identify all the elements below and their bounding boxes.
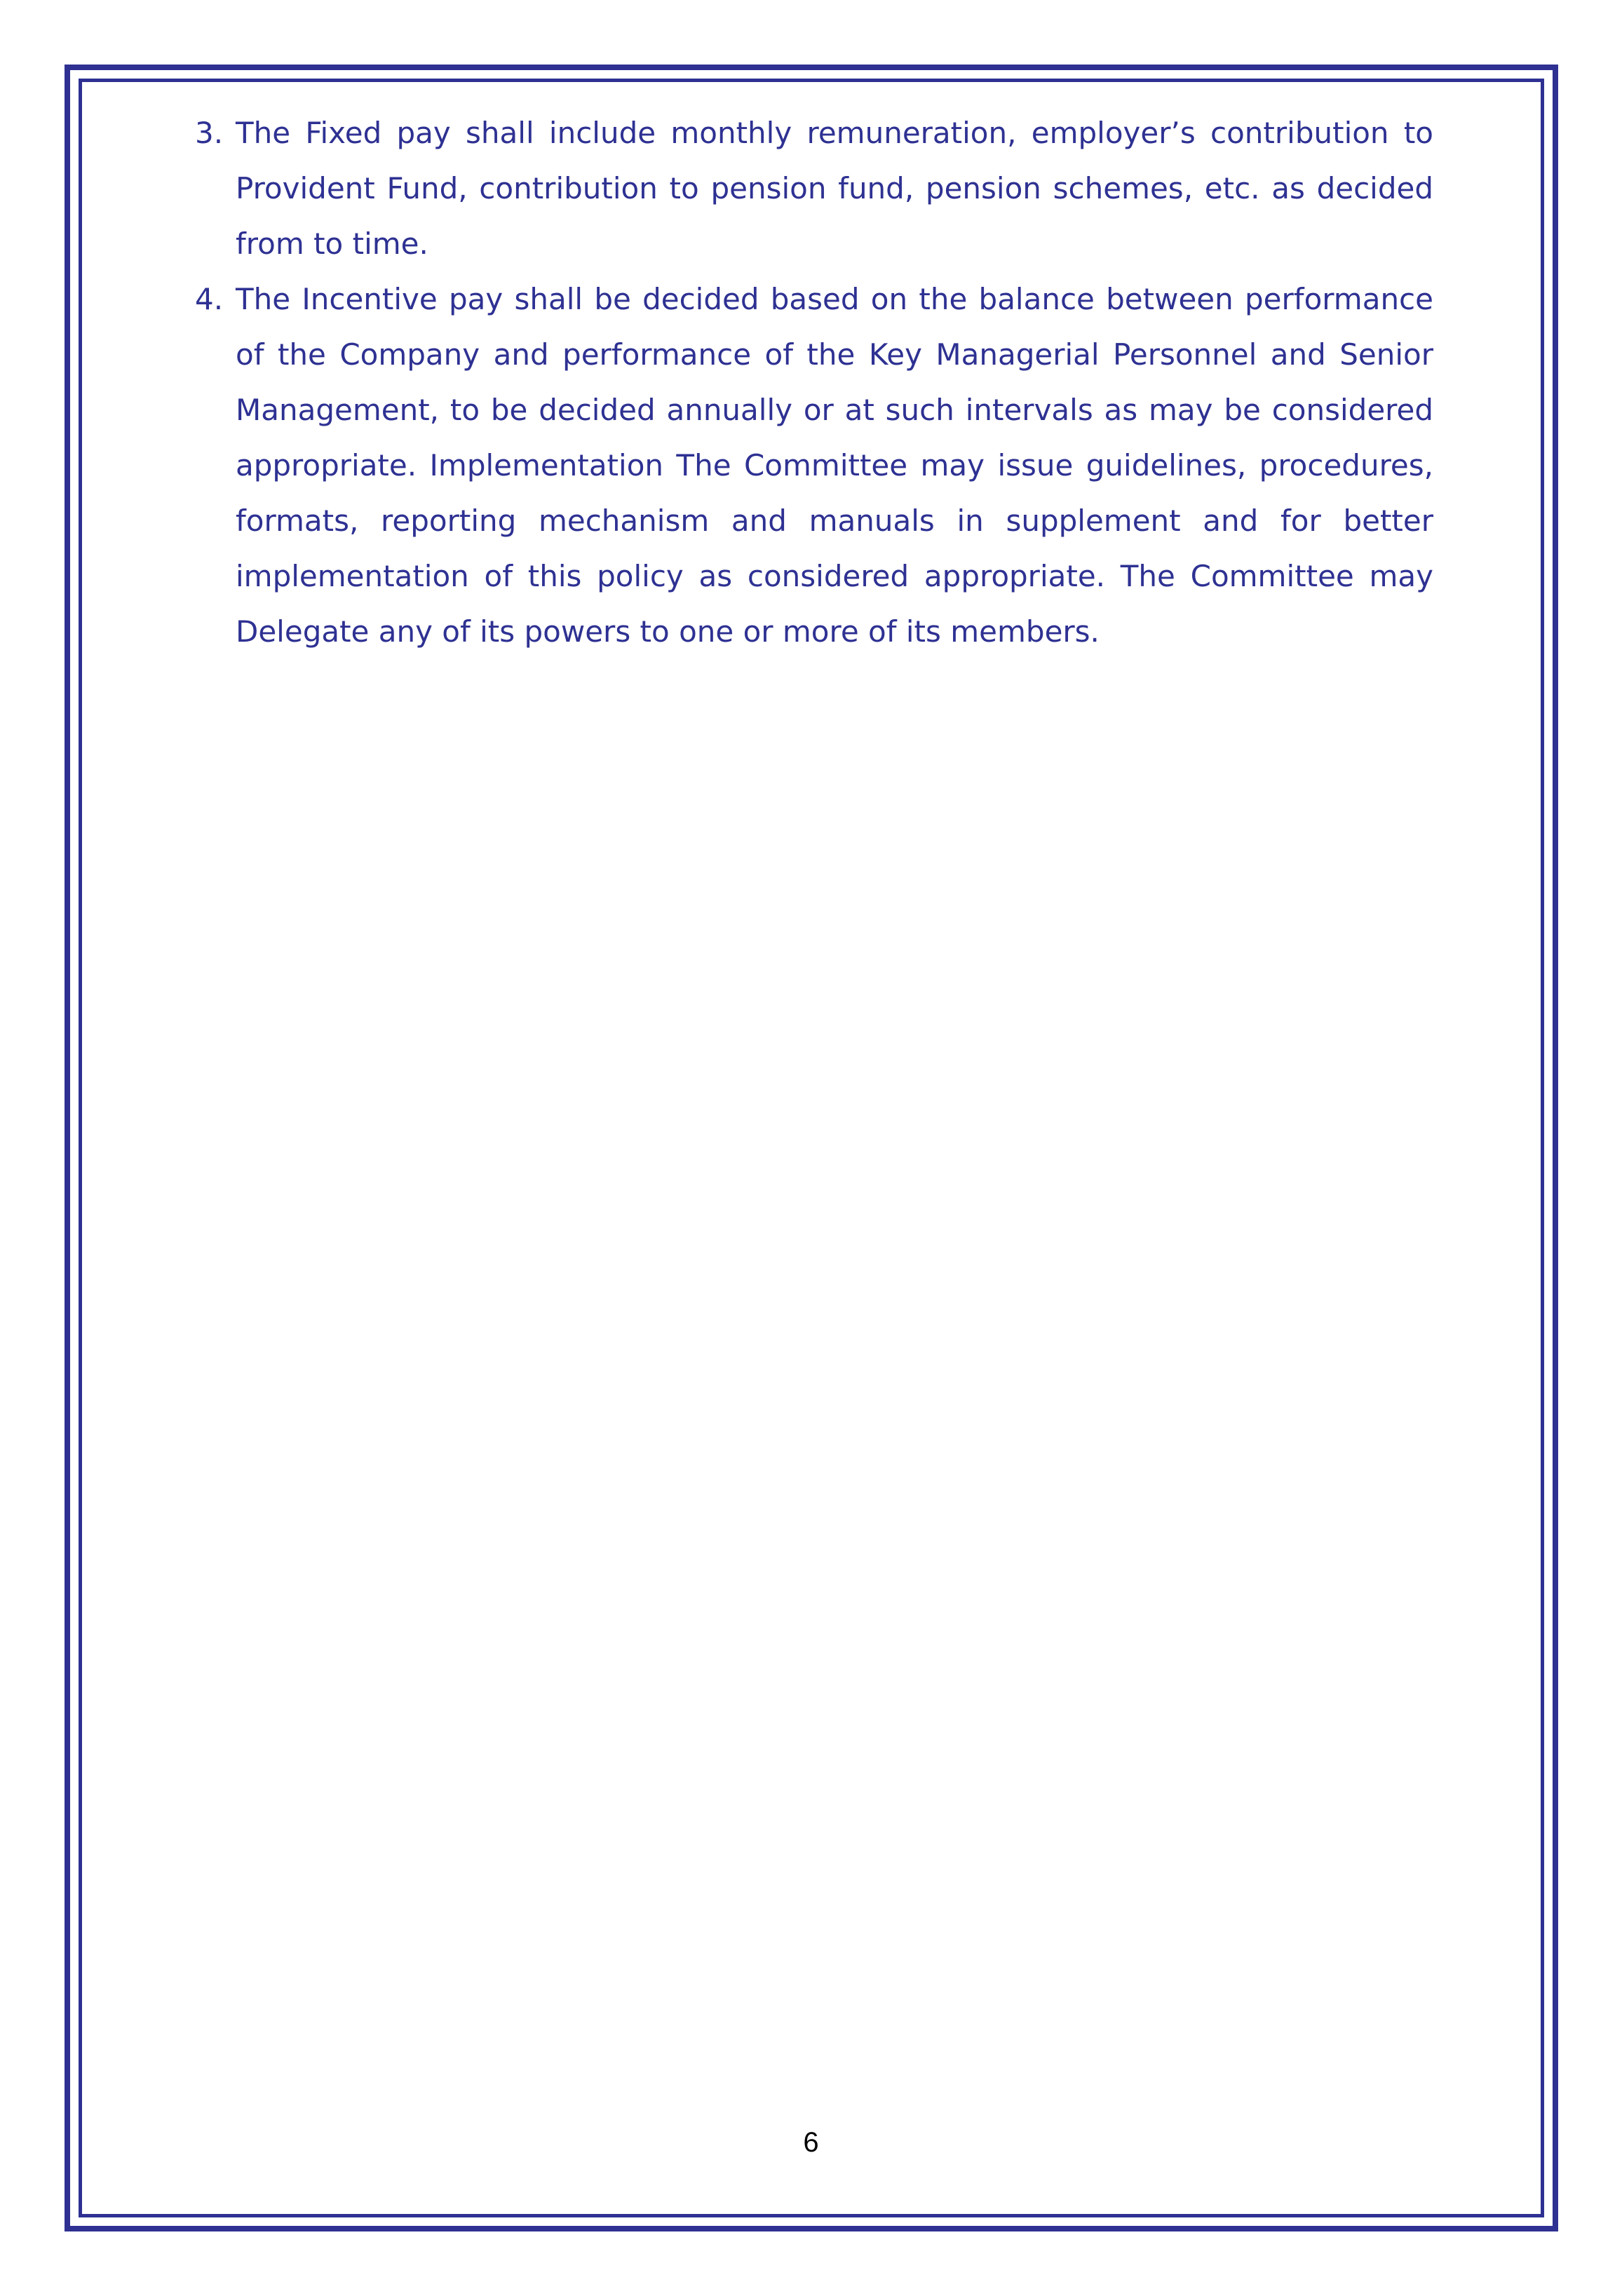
list-item-text: The Fixed pay shall include monthly remuneration, employer’s contribution to Provident Fund, contribution to pension fund, pension schemes, etc. as decided from to time. [236,116,1433,261]
page-number: 6 [803,2127,819,2158]
list-item-text: The Incentive pay shall be decided based on the balance between performance of the Company and performance of the Key Managerial Personnel and Senior Management, to be decided annually or at such intervals as may be considered appropriate. Implementation The Committee may issue guidelines, procedures, formats, reporting mechanism and manuals in supplement and for better implementation of this policy as considered appropriate. The Committee may Delegate any of its powers to one or more of its members. [236,282,1433,649]
list-item-number: 4. [195,282,224,316]
list-item-4 [185,271,1433,659]
document-body [185,105,1433,659]
list-item-3 [185,105,1433,271]
list-item-number: 3. [195,116,224,150]
